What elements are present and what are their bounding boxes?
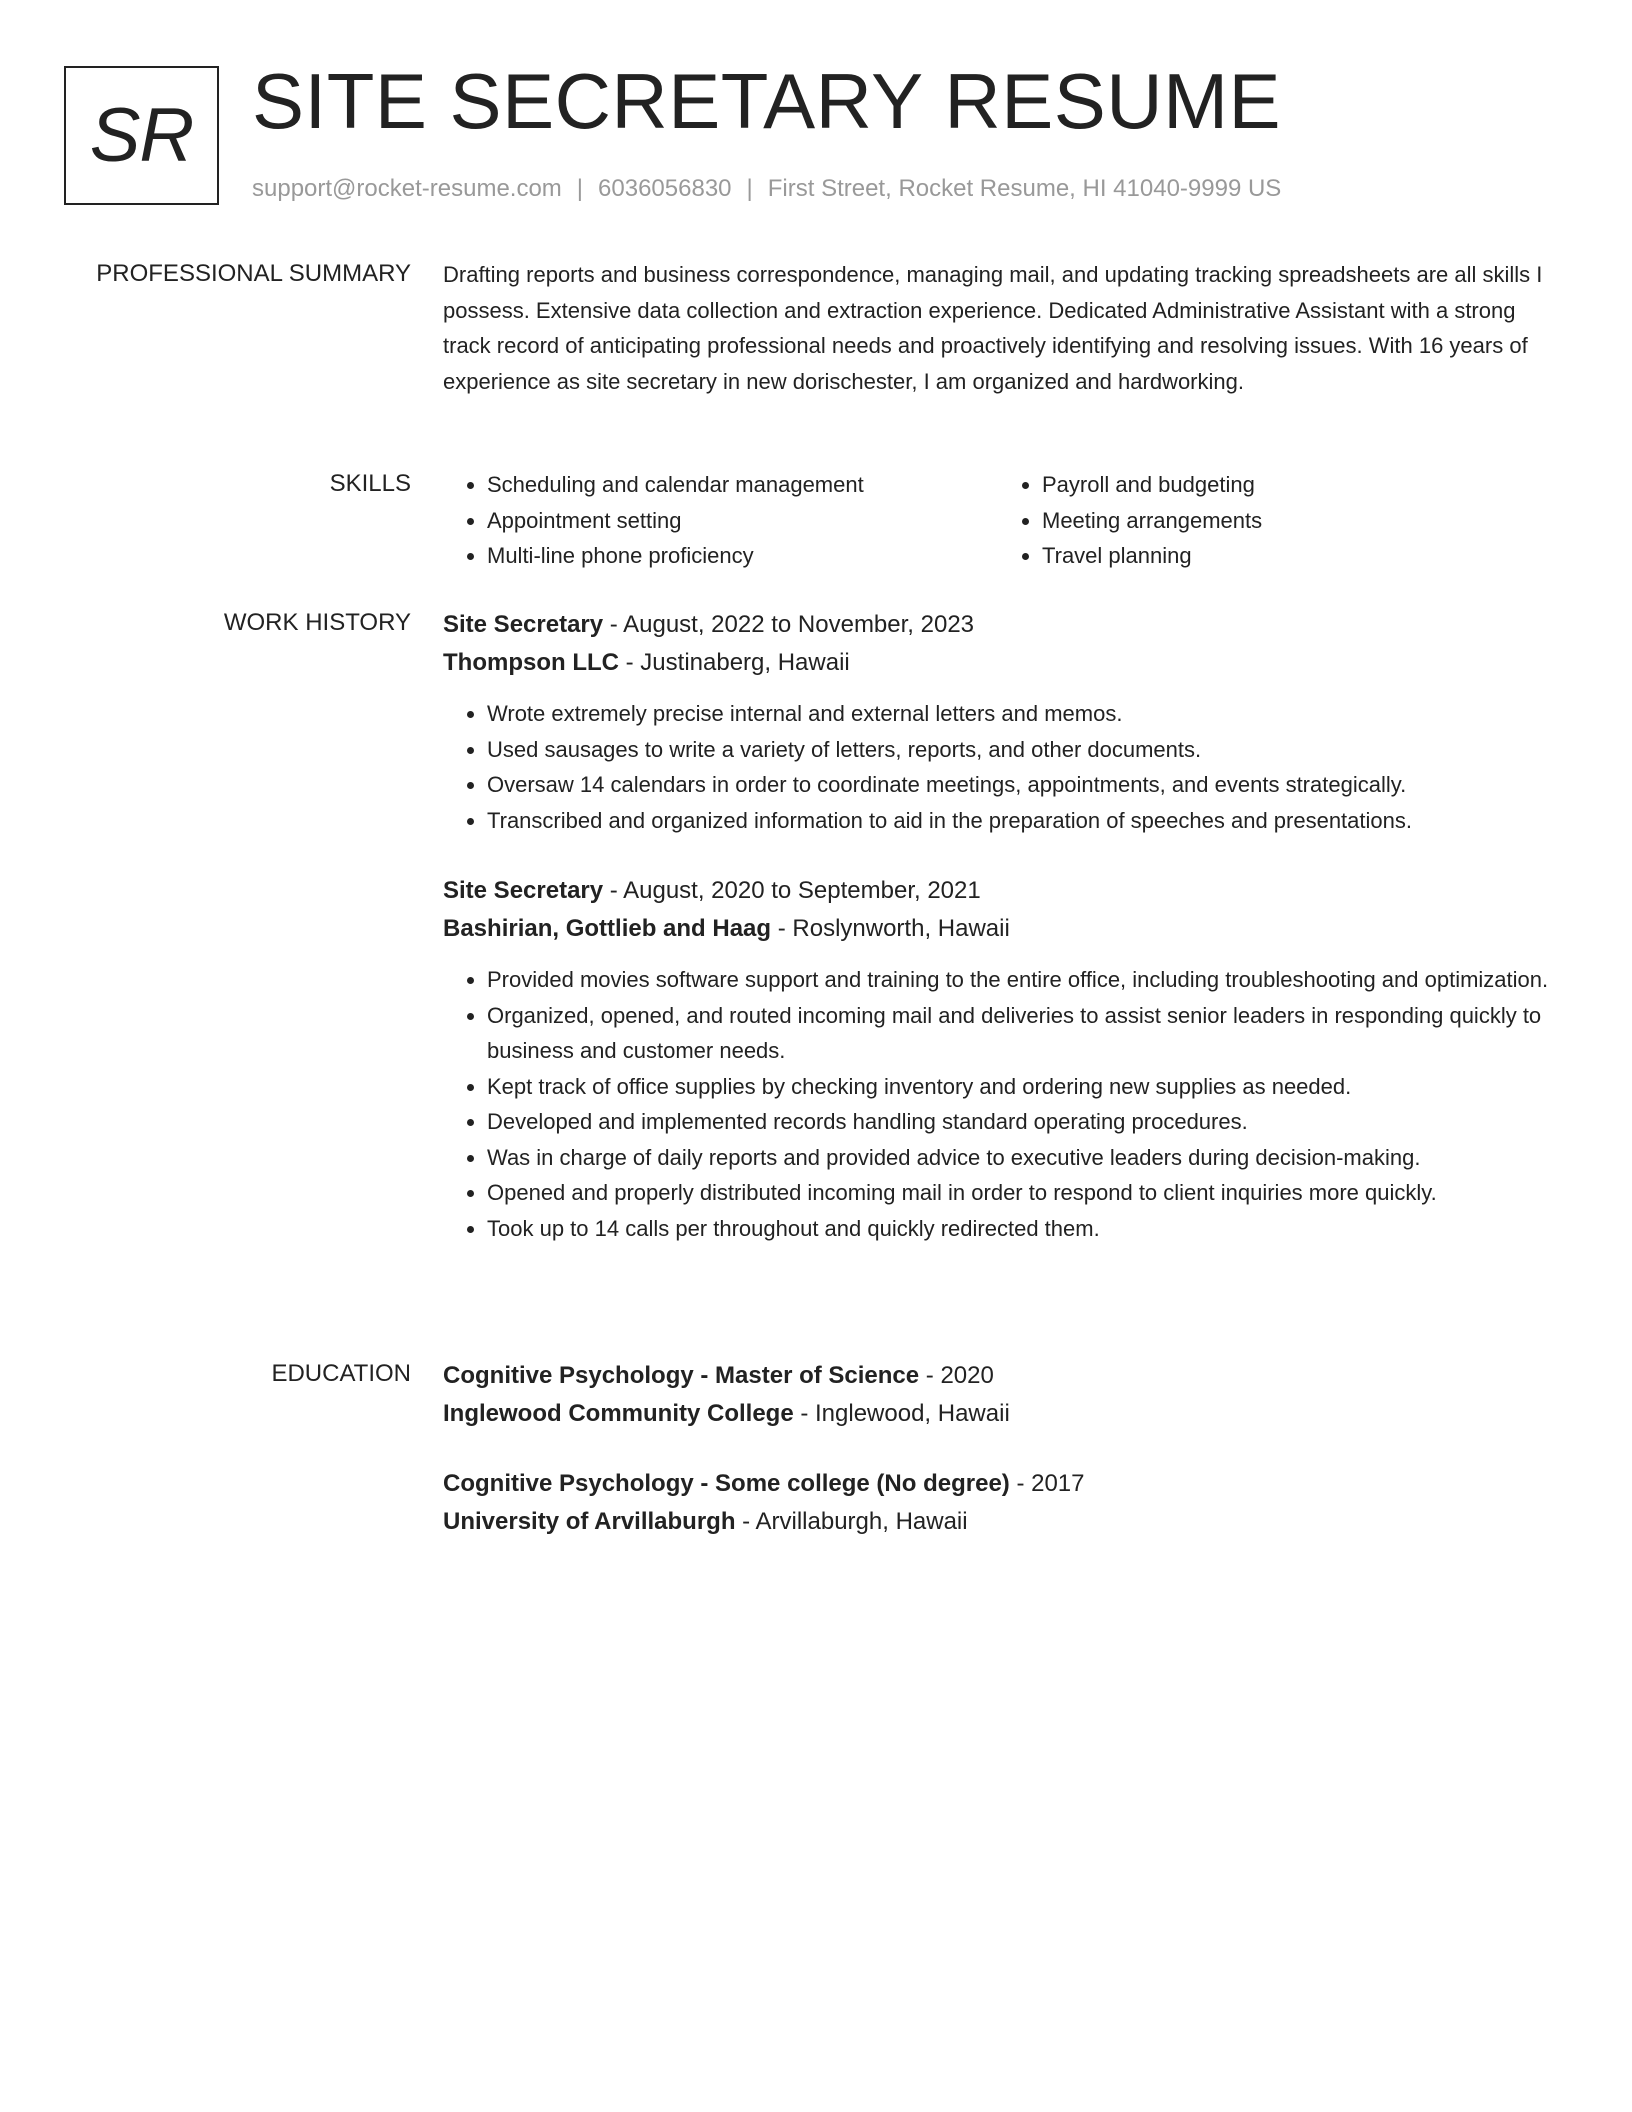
initials-monogram: SR — [64, 66, 219, 205]
contact-separator: | — [746, 175, 753, 202]
job-bullet: • Organized, opened, and routed incoming mail and deliveries to assist senior leaders in responding quickly to business and customer needs. — [487, 998, 1553, 1069]
job-title: Site Secretary — [443, 877, 604, 904]
job-bullet: • Oversaw 14 calendars in order to coordinate meetings, appointments, and events strategically. — [487, 767, 1553, 803]
summary-text: Drafting reports and business correspondence, managing mail, and updating tracking spreadsheets are all skills I possess. Extensive data collection and extraction experience. Dedicated Administrative Assistant with a strong track record of anticipating professional needs and proactively identifying and resolving issues. With 16 years of experience as site secretary in new dorischester, I am organized and hardworking. — [443, 262, 1543, 394]
education-entry — [443, 1465, 1553, 1541]
section-label-summary: PROFESSIONAL SUMMARY — [96, 260, 411, 287]
job-company: Thompson LLC — [443, 649, 619, 676]
education-location: - Inglewood, Hawaii — [793, 1400, 1010, 1427]
contact-email: support@rocket-resume.com — [252, 175, 562, 202]
job-bullet: • Transcribed and organized information to aid in the preparation of speeches and presentations. — [487, 803, 1553, 839]
skill-item: • Payroll and budgeting — [1042, 467, 1553, 503]
job-bullets — [443, 962, 1553, 1246]
work-history-body — [443, 606, 1553, 1246]
contact-line — [252, 172, 1281, 206]
job-bullet: • Was in charge of daily reports and provided advice to executive leaders during decision-making. — [487, 1140, 1553, 1176]
job-title-line — [443, 606, 1553, 644]
contact-separator: | — [576, 175, 584, 202]
education-degree: Cognitive Psychology - Master of Science — [443, 1362, 920, 1389]
job-company-line — [443, 910, 1553, 948]
job-entry — [443, 872, 1553, 1246]
skills-column-1 — [443, 467, 998, 574]
job-bullet: • Kept track of office supplies by checking inventory and ordering new supplies as needed. — [487, 1069, 1553, 1105]
job-bullet: • Provided movies software support and training to the entire office, including troubleshooting and optimization. — [487, 962, 1553, 998]
education-entry — [443, 1357, 1553, 1433]
job-title-line — [443, 872, 1553, 910]
section-label-skills: SKILLS — [329, 470, 411, 497]
education-year: - 2020 — [919, 1362, 994, 1389]
skill-item: • Multi-line phone proficiency — [487, 538, 998, 574]
summary-body — [443, 257, 1553, 399]
education-degree: Cognitive Psychology - Some college (No degree) — [443, 1470, 1010, 1497]
contact-address: First Street, Rocket Resume, HI 41040-9999 US — [767, 175, 1282, 202]
job-dates: - August, 2020 to September, 2021 — [603, 877, 981, 904]
education-school: University of Arvillaburgh — [443, 1508, 736, 1535]
job-company-line — [443, 644, 1553, 682]
job-bullets — [443, 696, 1553, 838]
job-bullet: • Wrote extremely precise internal and external letters and memos. — [487, 696, 1553, 732]
job-bullet: • Developed and implemented records handling standard operating procedures. — [487, 1104, 1553, 1140]
section-label-work-history: WORK HISTORY — [223, 609, 411, 636]
job-entry — [443, 606, 1553, 838]
job-location: - Justinaberg, Hawaii — [618, 649, 850, 676]
education-school-line — [443, 1503, 1553, 1541]
job-location: - Roslynworth, Hawaii — [771, 915, 1010, 942]
job-company: Bashirian, Gottlieb and Haag — [443, 915, 772, 942]
job-title: Site Secretary — [443, 611, 604, 638]
education-location: - Arvillaburgh, Hawaii — [735, 1508, 968, 1535]
job-bullet: • Took up to 14 calls per throughout and quickly redirected them. — [487, 1211, 1553, 1247]
resume-title: SITE SECRETARY RESUME — [252, 57, 1282, 145]
job-dates: - August, 2022 to November, 2023 — [603, 611, 975, 638]
education-degree-line — [443, 1357, 1553, 1395]
skill-item: • Travel planning — [1042, 538, 1553, 574]
education-school: Inglewood Community College — [443, 1400, 794, 1427]
skills-column-2 — [998, 467, 1553, 574]
education-school-line — [443, 1395, 1553, 1433]
job-bullet: • Opened and properly distributed incoming mail in order to respond to client inquiries more quickly. — [487, 1175, 1553, 1211]
skills-grid — [443, 467, 1553, 574]
skill-item: • Appointment setting — [487, 503, 998, 539]
job-bullet: • Used sausages to write a variety of letters, reports, and other documents. — [487, 732, 1553, 768]
education-body — [443, 1357, 1553, 1541]
education-year: - 2017 — [1009, 1470, 1085, 1497]
education-degree-line — [443, 1465, 1553, 1503]
skill-item: • Meeting arrangements — [1042, 503, 1553, 539]
contact-phone: 6036056830 — [598, 175, 732, 202]
skill-item: • Scheduling and calendar management — [487, 467, 998, 503]
section-label-education: EDUCATION — [271, 1360, 411, 1387]
